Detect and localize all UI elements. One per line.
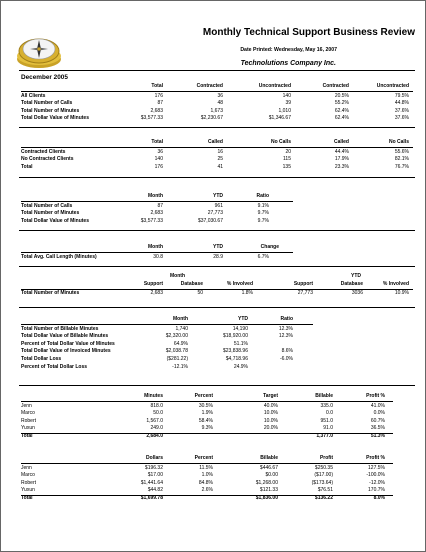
cell: 20 (285, 148, 291, 155)
cell: 2,684.0 (146, 432, 163, 439)
cell: $1,346.67 (268, 115, 291, 122)
table-header (21, 281, 413, 289)
cell: 1.9% (201, 410, 213, 417)
table-row (21, 156, 413, 164)
cell: 62.4% (334, 115, 349, 122)
cell: 27,773 (297, 290, 313, 297)
cell: 9.3% (201, 425, 213, 432)
cell: 64.9% (173, 340, 188, 347)
cell: 82.1% (394, 156, 409, 163)
section-rule (19, 230, 415, 231)
total-row (21, 433, 413, 441)
column-header: Month (148, 193, 163, 199)
table-row (21, 290, 413, 298)
cell: 10.0% (263, 410, 278, 417)
cell: $121.33 (259, 487, 278, 494)
column-header: Database (180, 280, 203, 287)
cell: 23.3% (334, 163, 349, 170)
cell: 27,773 (207, 210, 223, 217)
divider (21, 91, 413, 92)
cell: $446.67 (259, 464, 278, 471)
table-row (21, 403, 413, 411)
support-database-section (21, 273, 413, 298)
cell: -100.0% (366, 472, 385, 479)
row-label: Percent of Total Dollar Value of Minutes (21, 340, 115, 347)
divider (21, 252, 293, 253)
date-printed: Date Printed: Wednesday, May 16, 2007 (240, 47, 337, 53)
cell: $76.51 (317, 487, 333, 494)
cell: 115 (283, 156, 291, 163)
table-row (21, 410, 413, 418)
table-row (21, 218, 413, 226)
cell: 127.5% (368, 464, 385, 471)
cell: 9.7% (257, 217, 269, 224)
row-label: Total (21, 163, 33, 170)
column-header: Profit (319, 455, 333, 461)
cell: 176 (154, 92, 163, 99)
cell: $17.00 (147, 472, 163, 479)
column-header: No Calls (270, 139, 291, 145)
staff-dollars-section (21, 455, 413, 503)
column-header: Contracted (322, 83, 349, 89)
table-row (21, 472, 413, 480)
row-label: Total Number of Calls (21, 202, 73, 209)
table-row (21, 425, 413, 433)
cell: $18,920.00 (222, 333, 248, 340)
cell: 2.6% (201, 487, 213, 494)
cell: 1,673 (210, 107, 223, 114)
column-header: Minutes (144, 393, 163, 399)
cell: 951.0 (320, 417, 333, 424)
row-label: Total Dollar Value of Minutes (21, 217, 89, 224)
cell: 12.3% (278, 333, 293, 340)
total-row (21, 495, 413, 503)
table-header (21, 393, 413, 401)
column-header: Billable (260, 455, 278, 461)
divider (21, 324, 313, 325)
table-row (21, 210, 413, 218)
table-group-header (21, 273, 413, 281)
table-header (21, 193, 413, 201)
row-label: Total Number of Minutes (21, 290, 80, 297)
cell: 37.6% (394, 107, 409, 114)
cell: $44.82 (147, 487, 163, 494)
cell: -12.0% (369, 479, 385, 486)
row-label: Robert (21, 479, 37, 486)
table-row (21, 487, 413, 495)
row-label: Total Dollar Value of Billable Minutes (21, 333, 109, 340)
table-header (21, 244, 413, 252)
table-row (21, 326, 413, 334)
column-header: Uncontracted (258, 83, 291, 89)
column-header: Total (151, 139, 163, 145)
row-label: Total (21, 494, 33, 501)
table-row (21, 364, 413, 372)
cell: $1,268.00 (255, 479, 278, 486)
table-row (21, 100, 413, 108)
cell: $196.32 (144, 464, 163, 471)
cell: 14,190 (232, 325, 248, 332)
cell: 2,683 (150, 107, 163, 114)
cell: 55.2% (334, 100, 349, 107)
row-label: Total Number of Minutes (21, 107, 80, 114)
column-header: Support (293, 280, 313, 287)
cell: 41.0% (370, 402, 385, 409)
row-label: Total Dollar Value of Invoiced Minutes (21, 348, 111, 355)
table-row (21, 164, 413, 172)
row-label: Total Number of Minutes (21, 210, 80, 217)
cell: 1,010 (278, 107, 291, 114)
cell: 140 (154, 156, 163, 163)
table-row (21, 93, 413, 101)
calls-summary-section (21, 83, 413, 123)
cell: 25 (217, 156, 223, 163)
cell: 11.5% (199, 464, 213, 471)
column-header: Month (148, 244, 163, 250)
column-header: YTD (213, 193, 223, 199)
column-header: % Involved (382, 280, 409, 287)
cell: 60.7% (370, 417, 385, 424)
cell: 818.0 (150, 402, 163, 409)
column-header: Called (207, 139, 223, 145)
cell: 176 (154, 163, 163, 170)
cell: 44.4% (334, 148, 349, 155)
table-row (21, 108, 413, 116)
divider (21, 147, 413, 148)
cell: -12.1% (172, 363, 188, 370)
row-label: Percent of Total Dollar Loss (21, 363, 88, 370)
divider (21, 201, 293, 202)
cell: 1.0% (201, 472, 213, 479)
table-header (21, 316, 413, 324)
column-header: Profit % (366, 393, 385, 399)
column-header: YTD (238, 316, 248, 322)
cell: 79.5% (394, 92, 409, 99)
table-row (21, 418, 413, 426)
cell: 961 (214, 202, 223, 209)
ytd-ratio-section (21, 193, 413, 225)
cell: 6.7% (257, 253, 269, 260)
section-rule (19, 127, 415, 128)
table-header (21, 139, 413, 147)
cell: $2,320.00 (165, 333, 188, 340)
column-header: Dollars (146, 455, 163, 461)
cell: 36 (217, 92, 223, 99)
cell: $136.22 (314, 494, 333, 501)
row-label: No Contracted Clients (21, 156, 74, 163)
cell: 36.5% (370, 425, 385, 432)
cell: 55.6% (394, 148, 409, 155)
table-header (21, 455, 413, 463)
cell: 0.0% (373, 410, 385, 417)
table-row (21, 254, 413, 262)
row-label: Yuxun (21, 425, 35, 432)
column-header: Percent (194, 455, 213, 461)
group-header-ytd: YTD (351, 273, 361, 279)
cell: 2,683 (150, 290, 163, 297)
row-label: Total Number of Billable Minutes (21, 325, 99, 332)
cell: $0.00 (265, 472, 278, 479)
report-title: Monthly Technical Support Business Review (202, 27, 415, 38)
cell: $3,577.33 (140, 217, 163, 224)
cell: 50.0 (153, 410, 163, 417)
column-header: % Involved (226, 280, 253, 287)
row-label: Yuxun (21, 487, 35, 494)
call-length-section (21, 244, 413, 261)
cell: $37,030.67 (197, 217, 223, 224)
cell: 40.0% (263, 402, 278, 409)
cell: 12.3% (278, 325, 293, 332)
table-row (21, 480, 413, 488)
section-rule (19, 266, 415, 267)
table-row (21, 149, 413, 157)
cell: 84.8% (198, 479, 213, 486)
cell: 135 (282, 163, 291, 170)
cell: 76.7% (394, 163, 409, 170)
table-row (21, 341, 413, 349)
column-header: Change (260, 244, 279, 250)
column-header: Billable (315, 393, 333, 399)
cell: $3,577.33 (140, 115, 163, 122)
cell: 2,683 (150, 210, 163, 217)
cell: 44.8% (394, 100, 409, 107)
table-header (21, 83, 413, 91)
row-label: Total Dollar Value of Minutes (21, 115, 89, 122)
clients-called-section (21, 139, 413, 171)
cell: 30.8 (153, 253, 163, 260)
row-label: Contracted Clients (21, 148, 66, 155)
column-header: Support (143, 280, 163, 287)
row-label: Total Avg. Call Length (Minutes) (21, 253, 97, 260)
cell: 91.0 (323, 425, 333, 432)
cell: 249.0 (150, 425, 163, 432)
table-row (21, 333, 413, 341)
column-header: YTD (213, 244, 223, 250)
cell: 41 (217, 163, 223, 170)
cell: 9.7% (257, 210, 269, 217)
divider (21, 463, 393, 464)
cell: $23,838.96 (222, 348, 248, 355)
cell: 9.1% (257, 202, 269, 209)
cell: 140 (282, 92, 291, 99)
cell: 8.0% (373, 494, 385, 501)
cell: 20.5% (334, 92, 349, 99)
cell: 0.0 (326, 410, 333, 417)
cell: 20.0% (263, 425, 278, 432)
cell: ($17.00) (314, 472, 333, 479)
table-row (21, 203, 413, 211)
section-rule (19, 385, 415, 386)
cell: 87 (157, 202, 163, 209)
row-label: Jenn (21, 402, 32, 409)
column-header: Called (333, 139, 349, 145)
cell: 24.9% (233, 363, 248, 370)
column-header: Database (340, 280, 363, 287)
cell: 51.1% (233, 340, 248, 347)
cell: 1,567.0 (146, 417, 163, 424)
cell: 1,740 (175, 325, 188, 332)
cell: ($281.22) (166, 355, 188, 362)
row-label: Marco (21, 410, 35, 417)
cell: 1.8% (241, 290, 253, 297)
cell: 335.0 (320, 402, 333, 409)
cell: 39 (285, 100, 291, 107)
company-name: Technolutions Company Inc. (240, 60, 336, 67)
column-header: Ratio (280, 316, 293, 322)
cell: 3036 (351, 290, 363, 297)
row-label: Jenn (21, 464, 32, 471)
cell: 28.9 (213, 253, 223, 260)
header-rule (19, 70, 415, 71)
column-header: Uncontracted (376, 83, 409, 89)
row-label: Marco (21, 472, 35, 479)
row-label: Total Dollar Loss (21, 355, 62, 362)
cell: $1,699.78 (140, 494, 163, 501)
cell: 1,377.0 (316, 432, 333, 439)
cell: $250.35 (314, 464, 333, 471)
cell: 10.9% (394, 290, 409, 297)
cell: 36 (157, 148, 163, 155)
column-header: Ratio (256, 193, 269, 199)
section-rule (19, 307, 415, 308)
column-header: Month (173, 316, 188, 322)
cell: $2,230.67 (200, 115, 223, 122)
column-header: Target (263, 393, 278, 399)
cell: 16 (217, 148, 223, 155)
cell: 30.5% (198, 402, 213, 409)
table-row (21, 348, 413, 356)
cell: $2,038.78 (165, 348, 188, 355)
cell: $1,836.00 (255, 494, 278, 501)
row-label: All Clients (21, 92, 46, 99)
divider (21, 401, 393, 402)
cell: 87 (157, 100, 163, 107)
cell: $4,718.96 (225, 355, 248, 362)
column-header: Percent (194, 393, 213, 399)
cell: 58.4% (198, 417, 213, 424)
divider (21, 289, 413, 290)
section-rule (19, 177, 415, 178)
table-row (21, 115, 413, 123)
staff-minutes-section (21, 393, 413, 441)
cell: 10.0% (263, 417, 278, 424)
cell: 8.6% (281, 348, 293, 355)
cell: 48 (217, 100, 223, 107)
cell: 37.6% (394, 115, 409, 122)
cell: 50 (197, 290, 203, 297)
billable-section (21, 316, 413, 371)
cell: 170.7% (368, 487, 385, 494)
cell: ($173.64) (311, 479, 333, 486)
column-header: Contracted (196, 83, 223, 89)
report-period: December 2005 (21, 74, 68, 81)
table-row (21, 465, 413, 473)
row-label: Robert (21, 417, 37, 424)
group-header-month: Month (170, 273, 185, 279)
cell: $1,441.64 (140, 479, 163, 486)
cell: 62.4% (334, 107, 349, 114)
table-row (21, 356, 413, 364)
cell: 17.9% (334, 156, 349, 163)
row-label: Total (21, 432, 33, 439)
column-header: Profit % (366, 455, 385, 461)
cell: -6.0% (279, 355, 293, 362)
compass-logo-icon (15, 29, 63, 71)
row-label: Total Number of Calls (21, 100, 73, 107)
column-header: No Calls (388, 139, 409, 145)
column-header: Total (151, 83, 163, 89)
cell: 51.3% (370, 432, 385, 439)
